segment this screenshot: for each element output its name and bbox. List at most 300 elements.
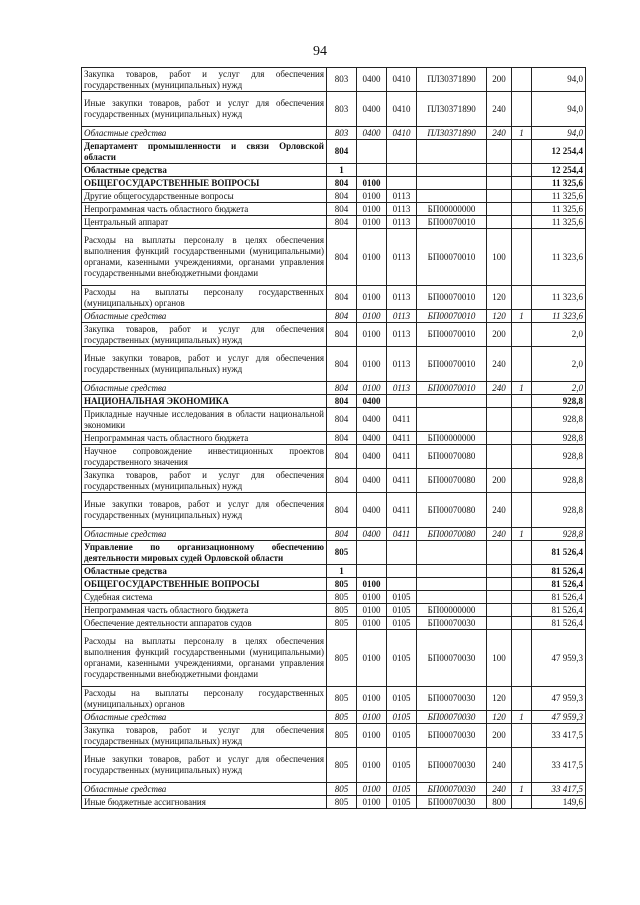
row-amount: 33 417,5: [532, 724, 586, 748]
row-ved-code: 804: [327, 347, 357, 382]
row-amount: 11 325,6: [532, 216, 586, 229]
row-source-code: [512, 177, 532, 190]
row-section-code: 0100: [357, 286, 387, 310]
row-target-article-code: БП00070030: [417, 796, 487, 809]
row-expense-type-code: 240: [487, 748, 512, 783]
row-source-code: [512, 164, 532, 177]
budget-table-body: [82, 68, 586, 809]
row-ved-code: 804: [327, 395, 357, 408]
row-target-article-code: БП00070010: [417, 286, 487, 310]
row-source-code: 1: [512, 127, 532, 140]
row-ved-code: 804: [327, 323, 357, 347]
row-subsection-code: [387, 541, 417, 565]
row-name: Закупка товаров, работ и услуг для обеспечения государственных (муниципальных) нужд: [82, 323, 327, 347]
row-section-code: 0100: [357, 748, 387, 783]
row-source-code: 1: [512, 783, 532, 796]
row-name: Областные средства: [82, 382, 327, 395]
row-amount: 2,0: [532, 323, 586, 347]
row-ved-code: 1: [327, 565, 357, 578]
row-amount: 928,8: [532, 395, 586, 408]
row-ved-code: 803: [327, 92, 357, 127]
row-expense-type-code: 200: [487, 724, 512, 748]
row-subsection-code: 0113: [387, 323, 417, 347]
row-source-code: [512, 604, 532, 617]
row-subsection-code: [387, 177, 417, 190]
row-source-code: [512, 286, 532, 310]
row-source-code: [512, 395, 532, 408]
row-expense-type-code: [487, 395, 512, 408]
row-amount: 11 325,6: [532, 203, 586, 216]
row-name: Областные средства: [82, 528, 327, 541]
row-target-article-code: [417, 177, 487, 190]
row-subsection-code: [387, 164, 417, 177]
row-expense-type-code: 200: [487, 323, 512, 347]
table-row: [82, 565, 586, 578]
row-name: Иные закупки товаров, работ и услуг для обеспечения государственных (муниципальных) нужд: [82, 493, 327, 528]
row-section-code: 0400: [357, 127, 387, 140]
table-row: [82, 68, 586, 92]
row-source-code: [512, 493, 532, 528]
row-source-code: [512, 229, 532, 286]
row-expense-type-code: 120: [487, 310, 512, 323]
row-ved-code: 804: [327, 310, 357, 323]
row-section-code: 0100: [357, 617, 387, 630]
row-amount: 928,8: [532, 493, 586, 528]
row-amount: 928,8: [532, 432, 586, 445]
row-section-code: [357, 140, 387, 164]
row-section-code: 0100: [357, 591, 387, 604]
row-source-code: [512, 408, 532, 432]
row-source-code: [512, 445, 532, 469]
row-subsection-code: 0105: [387, 630, 417, 687]
table-row: [82, 469, 586, 493]
row-subsection-code: 0411: [387, 445, 417, 469]
row-section-code: 0100: [357, 190, 387, 203]
row-name: Обеспечение деятельности аппаратов судов: [82, 617, 327, 630]
row-expense-type-code: 240: [487, 382, 512, 395]
row-name: Областные средства: [82, 164, 327, 177]
row-amount: 47 959,3: [532, 687, 586, 711]
row-expense-type-code: 100: [487, 630, 512, 687]
budget-table: [81, 67, 586, 809]
row-ved-code: 805: [327, 711, 357, 724]
row-name: Областные средства: [82, 127, 327, 140]
row-source-code: [512, 541, 532, 565]
row-ved-code: 804: [327, 469, 357, 493]
row-source-code: [512, 724, 532, 748]
row-target-article-code: [417, 408, 487, 432]
row-source-code: [512, 796, 532, 809]
row-ved-code: 804: [327, 190, 357, 203]
row-subsection-code: 0105: [387, 748, 417, 783]
row-name: Закупка товаров, работ и услуг для обеспечения государственных (муниципальных) нужд: [82, 469, 327, 493]
row-target-article-code: ПЛ30371890: [417, 127, 487, 140]
row-section-code: 0100: [357, 347, 387, 382]
row-source-code: [512, 617, 532, 630]
row-amount: 2,0: [532, 347, 586, 382]
row-expense-type-code: [487, 578, 512, 591]
row-name: Другие общегосударственные вопросы: [82, 190, 327, 203]
row-ved-code: 803: [327, 68, 357, 92]
row-target-article-code: БП00070030: [417, 630, 487, 687]
row-expense-type-code: [487, 164, 512, 177]
row-subsection-code: 0113: [387, 286, 417, 310]
row-section-code: 0100: [357, 711, 387, 724]
row-section-code: 0400: [357, 493, 387, 528]
row-source-code: [512, 323, 532, 347]
row-section-code: 0100: [357, 724, 387, 748]
row-target-article-code: БП00070030: [417, 724, 487, 748]
row-subsection-code: 0105: [387, 617, 417, 630]
row-target-article-code: БП00070030: [417, 687, 487, 711]
row-expense-type-code: 200: [487, 68, 512, 92]
row-target-article-code: БП00000000: [417, 203, 487, 216]
row-target-article-code: ПЛ30371890: [417, 92, 487, 127]
row-name: Иные бюджетные ассигнования: [82, 796, 327, 809]
row-subsection-code: [387, 565, 417, 578]
row-ved-code: 804: [327, 140, 357, 164]
row-amount: 81 526,4: [532, 591, 586, 604]
row-name: Закупка товаров, работ и услуг для обеспечения государственных (муниципальных) нужд: [82, 68, 327, 92]
row-expense-type-code: [487, 408, 512, 432]
row-name: Расходы на выплаты персоналу государственных (муниципальных) органов: [82, 286, 327, 310]
row-expense-type-code: [487, 432, 512, 445]
table-row: [82, 630, 586, 687]
row-section-code: 0400: [357, 469, 387, 493]
row-target-article-code: [417, 140, 487, 164]
row-name: Научное сопровождение инвестиционных проектов государственного значения: [82, 445, 327, 469]
row-target-article-code: БП00070080: [417, 469, 487, 493]
row-amount: 11 323,6: [532, 286, 586, 310]
row-amount: 94,0: [532, 92, 586, 127]
row-subsection-code: 0105: [387, 796, 417, 809]
row-amount: 12 254,4: [532, 164, 586, 177]
row-expense-type-code: [487, 565, 512, 578]
row-subsection-code: 0105: [387, 724, 417, 748]
row-target-article-code: БП00070080: [417, 528, 487, 541]
table-row: [82, 445, 586, 469]
row-name: Непрограммная часть областного бюджета: [82, 203, 327, 216]
row-source-code: [512, 748, 532, 783]
row-target-article-code: [417, 164, 487, 177]
row-section-code: 0400: [357, 432, 387, 445]
row-section-code: [357, 541, 387, 565]
row-name: Иные закупки товаров, работ и услуг для обеспечения государственных (муниципальных) нужд: [82, 347, 327, 382]
row-expense-type-code: [487, 445, 512, 469]
row-amount: 928,8: [532, 408, 586, 432]
row-name: ОБЩЕГОСУДАРСТВЕННЫЕ ВОПРОСЫ: [82, 177, 327, 190]
row-expense-type-code: [487, 216, 512, 229]
row-source-code: [512, 469, 532, 493]
row-ved-code: 804: [327, 432, 357, 445]
row-name: Областные средства: [82, 711, 327, 724]
row-source-code: [512, 203, 532, 216]
table-row: [82, 711, 586, 724]
row-expense-type-code: [487, 617, 512, 630]
row-subsection-code: 0410: [387, 92, 417, 127]
row-name: Расходы на выплаты персоналу государственных (муниципальных) органов: [82, 687, 327, 711]
row-ved-code: 803: [327, 127, 357, 140]
table-row: [82, 395, 586, 408]
row-source-code: [512, 92, 532, 127]
row-section-code: 0400: [357, 408, 387, 432]
row-subsection-code: 0105: [387, 604, 417, 617]
row-name: Расходы на выплаты персоналу в целях обеспечения выполнения функций государственными (муниципальными) органами, казенными учреждениями, органами управления государственными внебюджетными фондами: [82, 630, 327, 687]
table-row: [82, 286, 586, 310]
row-name: НАЦИОНАЛЬНАЯ ЭКОНОМИКА: [82, 395, 327, 408]
row-ved-code: 804: [327, 229, 357, 286]
row-subsection-code: 0410: [387, 127, 417, 140]
row-target-article-code: БП00070010: [417, 310, 487, 323]
row-expense-type-code: 800: [487, 796, 512, 809]
row-subsection-code: 0411: [387, 432, 417, 445]
row-expense-type-code: 240: [487, 127, 512, 140]
row-target-article-code: [417, 541, 487, 565]
row-ved-code: 804: [327, 445, 357, 469]
row-amount: 47 959,3: [532, 711, 586, 724]
row-section-code: 0400: [357, 445, 387, 469]
row-section-code: 0100: [357, 229, 387, 286]
budget-table-wrapper: [81, 67, 586, 809]
row-source-code: [512, 630, 532, 687]
row-ved-code: 804: [327, 493, 357, 528]
row-name: Управление по организационному обеспечению деятельности мировых судей Орловской области: [82, 541, 327, 565]
row-target-article-code: БП00070030: [417, 748, 487, 783]
row-name: Областные средства: [82, 310, 327, 323]
table-row: [82, 591, 586, 604]
row-section-code: [357, 164, 387, 177]
row-ved-code: 804: [327, 408, 357, 432]
row-target-article-code: ПЛ30371890: [417, 68, 487, 92]
table-row: [82, 783, 586, 796]
row-subsection-code: 0411: [387, 528, 417, 541]
row-section-code: 0100: [357, 578, 387, 591]
row-source-code: [512, 347, 532, 382]
row-target-article-code: [417, 591, 487, 604]
row-section-code: 0100: [357, 687, 387, 711]
row-ved-code: 1: [327, 164, 357, 177]
row-amount: 928,8: [532, 469, 586, 493]
row-name: Расходы на выплаты персоналу в целях обеспечения выполнения функций государственными (муниципальными) органами, казенными учреждениями, органами управления государственными внебюджетными фондами: [82, 229, 327, 286]
row-name: Областные средства: [82, 565, 327, 578]
table-row: [82, 578, 586, 591]
row-ved-code: 805: [327, 541, 357, 565]
row-name: Судебная система: [82, 591, 327, 604]
row-subsection-code: [387, 395, 417, 408]
table-row: [82, 140, 586, 164]
row-target-article-code: БП00070080: [417, 493, 487, 528]
row-source-code: 1: [512, 711, 532, 724]
row-ved-code: 805: [327, 748, 357, 783]
row-subsection-code: 0113: [387, 203, 417, 216]
row-subsection-code: 0105: [387, 711, 417, 724]
row-name: Иные закупки товаров, работ и услуг для обеспечения государственных (муниципальных) нужд: [82, 92, 327, 127]
row-ved-code: 804: [327, 528, 357, 541]
row-amount: 81 526,4: [532, 604, 586, 617]
row-amount: 2,0: [532, 382, 586, 395]
row-amount: 928,8: [532, 528, 586, 541]
row-expense-type-code: 240: [487, 347, 512, 382]
row-amount: 81 526,4: [532, 565, 586, 578]
row-subsection-code: 0410: [387, 68, 417, 92]
row-subsection-code: 0113: [387, 310, 417, 323]
row-source-code: [512, 140, 532, 164]
row-expense-type-code: [487, 203, 512, 216]
table-row: [82, 164, 586, 177]
row-source-code: 1: [512, 528, 532, 541]
row-expense-type-code: 100: [487, 229, 512, 286]
row-name: Иные закупки товаров, работ и услуг для обеспечения государственных (муниципальных) нужд: [82, 748, 327, 783]
row-source-code: [512, 68, 532, 92]
table-row: [82, 493, 586, 528]
row-expense-type-code: 120: [487, 711, 512, 724]
row-source-code: 1: [512, 310, 532, 323]
row-subsection-code: 0113: [387, 382, 417, 395]
row-subsection-code: 0105: [387, 687, 417, 711]
row-expense-type-code: 200: [487, 469, 512, 493]
row-section-code: 0100: [357, 177, 387, 190]
row-target-article-code: БП00070030: [417, 783, 487, 796]
row-amount: 81 526,4: [532, 541, 586, 565]
table-row: [82, 323, 586, 347]
table-row: [82, 382, 586, 395]
row-ved-code: 805: [327, 783, 357, 796]
row-expense-type-code: 240: [487, 783, 512, 796]
table-row: [82, 127, 586, 140]
row-target-article-code: БП00070080: [417, 445, 487, 469]
row-target-article-code: БП00000000: [417, 604, 487, 617]
row-section-code: 0400: [357, 92, 387, 127]
row-expense-type-code: 240: [487, 528, 512, 541]
table-row: [82, 528, 586, 541]
table-row: [82, 92, 586, 127]
row-section-code: 0400: [357, 528, 387, 541]
table-row: [82, 432, 586, 445]
row-subsection-code: 0411: [387, 493, 417, 528]
row-source-code: [512, 190, 532, 203]
row-name: Прикладные научные исследования в области национальной экономики: [82, 408, 327, 432]
row-expense-type-code: 240: [487, 92, 512, 127]
row-ved-code: 805: [327, 604, 357, 617]
row-subsection-code: 0411: [387, 408, 417, 432]
row-name: ОБЩЕГОСУДАРСТВЕННЫЕ ВОПРОСЫ: [82, 578, 327, 591]
row-subsection-code: 0113: [387, 229, 417, 286]
table-row: [82, 617, 586, 630]
row-ved-code: 805: [327, 578, 357, 591]
row-amount: 33 417,5: [532, 748, 586, 783]
row-source-code: [512, 578, 532, 591]
row-target-article-code: БП00070030: [417, 617, 487, 630]
row-name: Непрограммная часть областного бюджета: [82, 604, 327, 617]
row-section-code: 0100: [357, 796, 387, 809]
row-ved-code: 804: [327, 382, 357, 395]
row-ved-code: 805: [327, 724, 357, 748]
row-section-code: 0100: [357, 630, 387, 687]
row-amount: 11 323,6: [532, 229, 586, 286]
row-section-code: 0100: [357, 310, 387, 323]
row-ved-code: 804: [327, 203, 357, 216]
table-row: [82, 724, 586, 748]
row-section-code: 0100: [357, 382, 387, 395]
row-ved-code: 804: [327, 286, 357, 310]
row-amount: 81 526,4: [532, 617, 586, 630]
row-target-article-code: БП00070010: [417, 382, 487, 395]
row-expense-type-code: 240: [487, 493, 512, 528]
row-section-code: 0100: [357, 203, 387, 216]
table-row: [82, 687, 586, 711]
row-expense-type-code: [487, 177, 512, 190]
row-expense-type-code: [487, 140, 512, 164]
row-source-code: [512, 565, 532, 578]
row-ved-code: 805: [327, 617, 357, 630]
row-amount: 11 325,6: [532, 177, 586, 190]
row-section-code: 0400: [357, 68, 387, 92]
row-amount: 94,0: [532, 127, 586, 140]
table-row: [82, 310, 586, 323]
row-source-code: [512, 216, 532, 229]
row-subsection-code: 0113: [387, 347, 417, 382]
row-subsection-code: 0105: [387, 783, 417, 796]
row-subsection-code: 0113: [387, 216, 417, 229]
row-amount: 11 325,6: [532, 190, 586, 203]
table-row: [82, 347, 586, 382]
row-amount: 928,8: [532, 445, 586, 469]
page-number: 94: [313, 44, 327, 59]
row-amount: 12 254,4: [532, 140, 586, 164]
row-subsection-code: [387, 140, 417, 164]
row-name: Центральный аппарат: [82, 216, 327, 229]
row-expense-type-code: [487, 190, 512, 203]
row-amount: 33 417,5: [532, 783, 586, 796]
row-expense-type-code: [487, 541, 512, 565]
row-amount: 81 526,4: [532, 578, 586, 591]
table-row: [82, 408, 586, 432]
row-ved-code: 805: [327, 591, 357, 604]
row-section-code: 0100: [357, 216, 387, 229]
table-row: [82, 541, 586, 565]
row-expense-type-code: [487, 604, 512, 617]
row-amount: 94,0: [532, 68, 586, 92]
row-subsection-code: 0113: [387, 190, 417, 203]
row-name: Закупка товаров, работ и услуг для обеспечения государственных (муниципальных) нужд: [82, 724, 327, 748]
row-target-article-code: БП00070010: [417, 347, 487, 382]
row-source-code: [512, 591, 532, 604]
row-amount: 149,6: [532, 796, 586, 809]
row-expense-type-code: 120: [487, 687, 512, 711]
row-target-article-code: [417, 395, 487, 408]
table-row: [82, 748, 586, 783]
row-name: Непрограммная часть областного бюджета: [82, 432, 327, 445]
row-target-article-code: БП00000000: [417, 432, 487, 445]
row-section-code: 0100: [357, 323, 387, 347]
row-target-article-code: [417, 190, 487, 203]
table-row: [82, 177, 586, 190]
row-source-code: [512, 687, 532, 711]
row-source-code: 1: [512, 382, 532, 395]
row-target-article-code: БП00070010: [417, 216, 487, 229]
row-subsection-code: 0411: [387, 469, 417, 493]
row-expense-type-code: [487, 591, 512, 604]
row-name: Департамент промышленности и связи Орловской области: [82, 140, 327, 164]
table-row: [82, 203, 586, 216]
table-row: [82, 229, 586, 286]
row-amount: 11 323,6: [532, 310, 586, 323]
table-row: [82, 216, 586, 229]
row-ved-code: 805: [327, 796, 357, 809]
table-row: [82, 604, 586, 617]
row-target-article-code: БП00070030: [417, 711, 487, 724]
row-ved-code: 804: [327, 216, 357, 229]
